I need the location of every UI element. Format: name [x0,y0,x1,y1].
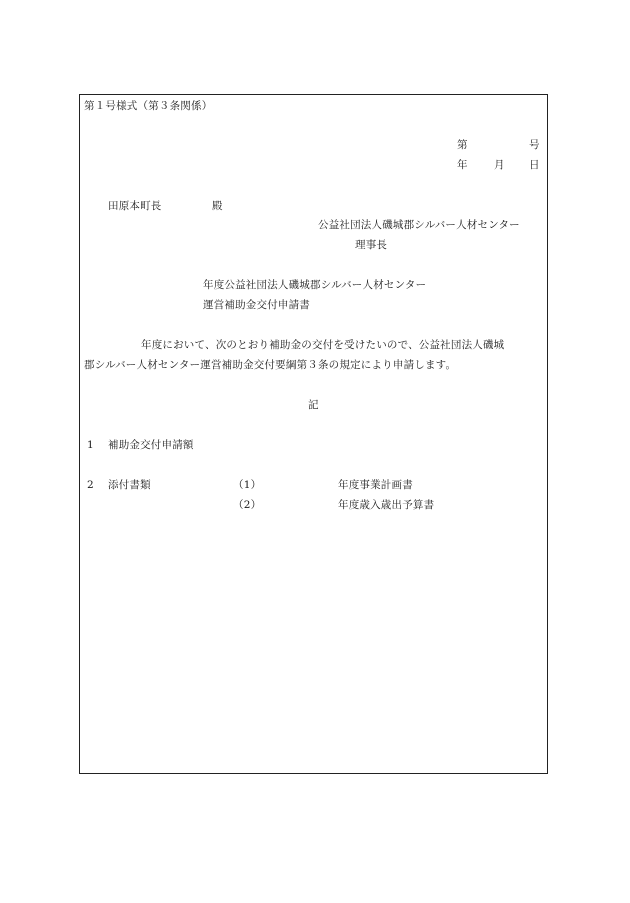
sender-title: 理事長 [355,239,388,251]
attachment-1-number: （1） [233,479,262,491]
addressee-name: 田原本町長 [108,200,162,212]
form-border [79,94,548,774]
item-2-label: 添付書類 [108,479,151,491]
attachment-1-name: 年度事業計画書 [338,479,413,491]
item-1-number: 1 [87,439,94,451]
body-line1: 年度において、次のとおり補助金の交付を受けたいので、公益社団法人磯城 [141,339,505,351]
date-day: 日 [529,159,540,171]
sender-organization: 公益社団法人磯城郡シルバー人材センター [318,219,520,231]
date-month: 月 [494,159,505,171]
form-label: 第１号様式（第３条関係） [84,100,213,112]
number-prefix: 第 [457,139,468,151]
number-suffix: 号 [529,139,540,151]
addressee-honorific: 殿 [212,200,223,212]
attachment-2-number: （2） [233,499,262,511]
body-line2: 郡シルバー人材センター運営補助金交付要綱第３条の規定により申請します。 [84,359,457,371]
doc-title-line1: 年度公益社団法人磯城郡シルバー人材センター [203,279,427,291]
item-1-label: 補助金交付申請額 [108,439,194,451]
attachment-2-name: 年度歳入歳出予算書 [338,499,435,511]
date-year: 年 [457,159,468,171]
doc-title-line2: 運営補助金交付申請書 [203,299,310,311]
item-2-number: 2 [87,479,94,491]
ki-heading: 記 [308,399,319,411]
